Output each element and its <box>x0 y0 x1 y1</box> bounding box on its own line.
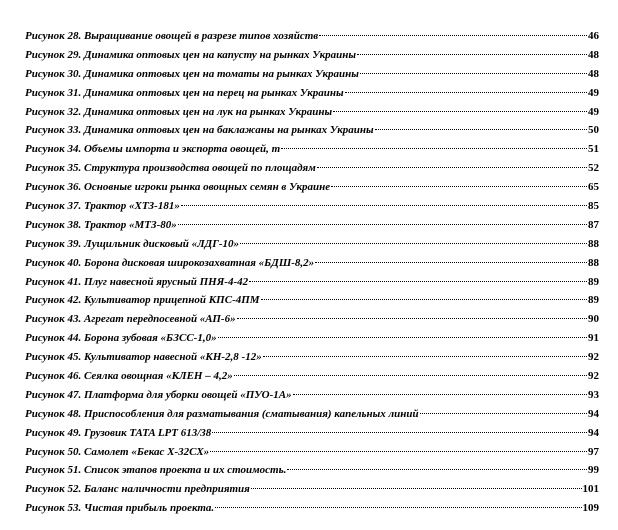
figure-caption: Динамика оптовых цен на капусту на рынках Украины <box>83 48 357 61</box>
page-number: 85 <box>588 200 599 213</box>
toc-entry-title <box>25 273 248 292</box>
toc-entry[interactable] <box>25 65 599 84</box>
figure-number: Рисунок 52. <box>25 483 82 496</box>
figure-caption: Грузовик TATA LPT 613/38 <box>83 426 212 439</box>
toc-entry[interactable] <box>25 159 599 178</box>
figure-number: Рисунок 51. <box>25 464 82 477</box>
page-number: 49 <box>588 86 599 99</box>
dot-leader <box>281 148 587 149</box>
page-number: 109 <box>582 502 599 515</box>
figure-caption: Список этапов проекта и их стоимость. <box>83 464 287 477</box>
dot-leader <box>345 92 587 93</box>
toc-entry[interactable] <box>25 103 599 122</box>
toc-entry-title <box>25 348 262 367</box>
toc-entry[interactable] <box>25 424 599 443</box>
page-number: 92 <box>588 370 599 383</box>
dot-leader <box>212 432 587 433</box>
figure-number: Рисунок 46. <box>25 370 82 383</box>
figure-caption: Объемы импорта и экспорта овощей, т <box>83 143 281 156</box>
toc-entry[interactable] <box>25 386 599 405</box>
toc-entry[interactable] <box>25 178 599 197</box>
toc-entry[interactable] <box>25 140 599 159</box>
figure-caption: Приспособления для разматывания (сматывания) капельных линий <box>83 407 419 420</box>
toc-entry[interactable] <box>25 329 599 348</box>
figure-caption: Структура производства овощей по площадям <box>83 162 316 175</box>
figure-number: Рисунок 28. <box>25 30 82 42</box>
figure-number: Рисунок 36. <box>25 181 82 194</box>
toc-entry-title <box>25 46 356 65</box>
dot-leader <box>261 299 587 300</box>
figure-number: Рисунок 33. <box>25 124 82 137</box>
dot-leader <box>420 413 587 414</box>
figure-caption: Культиватор навесной «КН-2,8 -12» <box>83 351 262 364</box>
figure-caption: Чистая прибыль проекта. <box>83 502 215 515</box>
toc-entry-title <box>25 84 344 103</box>
toc-entry-title <box>25 65 359 84</box>
toc-entry[interactable] <box>25 84 599 103</box>
dot-leader <box>178 224 587 225</box>
figure-number: Рисунок 49. <box>25 426 82 439</box>
toc-entry-title <box>25 178 330 197</box>
figure-caption: Платформа для уборки овощей «ПУО-1А» <box>83 388 292 401</box>
figure-number: Рисунок 41. <box>25 275 82 288</box>
figure-caption: Плуг навесной ярусный ПНЯ-4-42 <box>83 275 249 288</box>
figure-number: Рисунок 34. <box>25 143 82 156</box>
figure-caption: Выращивание овощей в разрезе типов хозяйств <box>83 30 319 42</box>
figure-number: Рисунок 50. <box>25 445 82 458</box>
page-number: 97 <box>588 445 599 458</box>
figure-caption: Баланс наличности предприятия <box>83 483 250 496</box>
figure-caption: Культиватор прицепной КПС-4ПМ <box>83 294 260 307</box>
toc-entry[interactable] <box>25 27 599 46</box>
page-number: 48 <box>588 48 599 61</box>
page-number: 101 <box>582 483 599 496</box>
figure-number: Рисунок 35. <box>25 162 82 175</box>
toc-entry-title <box>25 310 236 329</box>
figure-number: Рисунок 39. <box>25 237 82 250</box>
dot-leader <box>331 186 587 187</box>
toc-entry-title <box>25 367 233 386</box>
dot-leader <box>210 451 587 452</box>
figure-number: Рисунок 32. <box>25 105 82 118</box>
figure-caption: Трактор «ХТЗ-181» <box>83 200 180 213</box>
figure-number: Рисунок 37. <box>25 200 82 213</box>
toc-entry-title <box>25 443 209 462</box>
figure-caption: Борона дисковая широкозахватная «БДШ-8,2» <box>83 256 315 269</box>
dot-leader <box>218 337 587 338</box>
toc-entry-title <box>25 216 177 235</box>
toc-entry[interactable] <box>25 461 599 480</box>
figure-number: Рисунок 42. <box>25 294 82 307</box>
toc-entry[interactable] <box>25 254 599 273</box>
dot-leader <box>234 375 587 376</box>
page-number: 92 <box>588 351 599 364</box>
page-number: 88 <box>588 237 599 250</box>
toc-entry-title <box>25 197 180 216</box>
toc-entry-title <box>25 159 316 178</box>
page-number: 90 <box>588 313 599 326</box>
figure-number: Рисунок 40. <box>25 256 82 269</box>
page-number: 46 <box>588 30 599 42</box>
toc-entry-title <box>25 461 286 480</box>
dot-leader <box>357 54 587 55</box>
figure-caption: Самолет «Бекас Х-32СХ» <box>83 445 210 458</box>
dot-leader <box>181 205 587 206</box>
figure-number: Рисунок 53. <box>25 502 82 515</box>
toc-entry[interactable] <box>25 197 599 216</box>
dot-leader <box>215 507 581 508</box>
figure-caption: Динамика оптовых цен на лук на рынках Украины <box>83 105 333 118</box>
toc-entry[interactable] <box>25 405 599 424</box>
page-number: 50 <box>588 124 599 137</box>
toc-entry[interactable] <box>25 310 599 329</box>
figure-number: Рисунок 31. <box>25 86 82 99</box>
toc-entry-title <box>25 480 250 499</box>
figure-caption: Динамика оптовых цен на перец на рынках Украины <box>83 86 344 99</box>
figure-number: Рисунок 29. <box>25 48 82 61</box>
toc-entry[interactable] <box>25 348 599 367</box>
figure-caption: Динамика оптовых цен на томаты на рынках Украины <box>83 67 359 80</box>
dot-leader <box>375 129 587 130</box>
toc-entry[interactable] <box>25 499 599 518</box>
toc-entry[interactable] <box>25 443 599 462</box>
dot-leader <box>249 281 587 282</box>
page-number: 48 <box>588 67 599 80</box>
toc-entry-title <box>25 103 332 122</box>
page-number: 87 <box>588 218 599 231</box>
page-number: 51 <box>588 143 599 156</box>
toc-entry-title <box>25 424 211 443</box>
toc-entry[interactable] <box>25 216 599 235</box>
toc-entry-title <box>25 329 217 348</box>
toc-entry-title <box>25 27 318 46</box>
dot-leader <box>319 35 587 36</box>
figure-number: Рисунок 43. <box>25 313 82 326</box>
figure-caption: Сеялка овощная «КЛЕН – 4,2» <box>83 370 233 383</box>
toc-entry[interactable] <box>25 367 599 386</box>
toc-entry[interactable] <box>25 291 599 310</box>
page-number: 49 <box>588 105 599 118</box>
dot-leader <box>240 243 587 244</box>
toc-entry-title <box>25 235 239 254</box>
toc-entry[interactable] <box>25 480 599 499</box>
toc-entry[interactable] <box>25 273 599 292</box>
figure-number: Рисунок 38. <box>25 218 82 231</box>
figure-number: Рисунок 48. <box>25 407 82 420</box>
toc-entry-title <box>25 140 280 159</box>
page-number: 52 <box>588 162 599 175</box>
figure-number: Рисунок 44. <box>25 332 82 345</box>
toc-entry-title <box>25 121 374 140</box>
dot-leader <box>317 167 587 168</box>
figure-caption: Динамика оптовых цен на баклажаны на рынках Украины <box>83 124 374 137</box>
figure-number: Рисунок 30. <box>25 67 82 80</box>
dot-leader <box>293 394 587 395</box>
figure-caption: Основные игроки рынка овощных семян в Украине <box>83 181 331 194</box>
dot-leader <box>263 356 587 357</box>
dot-leader <box>360 73 587 74</box>
dot-leader <box>237 318 587 319</box>
figure-caption: Лущильник дисковый «ЛДГ-10» <box>83 237 240 250</box>
figure-caption: Трактор «МТЗ-80» <box>83 218 177 231</box>
page-number: 93 <box>588 388 599 401</box>
toc-entry-title <box>25 386 292 405</box>
toc-entry[interactable] <box>25 121 599 140</box>
figure-caption: Агрегат передпосевной «АП-6» <box>83 313 236 326</box>
dot-leader <box>287 469 587 470</box>
page-number: 99 <box>588 464 599 477</box>
figure-number: Рисунок 45. <box>25 351 82 364</box>
toc-entry[interactable] <box>25 235 599 254</box>
page-number: 91 <box>588 332 599 345</box>
page-number: 65 <box>588 181 599 194</box>
figure-number: Рисунок 47. <box>25 388 82 401</box>
page-number: 88 <box>588 256 599 269</box>
dot-leader <box>333 111 587 112</box>
page-number: 94 <box>588 407 599 420</box>
figure-caption: Борона зубовая «БЗСС-1,0» <box>83 332 217 345</box>
page-number: 89 <box>588 294 599 307</box>
toc-entry-title <box>25 254 314 273</box>
page-number: 94 <box>588 426 599 439</box>
table-of-figures <box>25 27 599 518</box>
dot-leader <box>251 488 582 489</box>
toc-entry-title <box>25 499 214 518</box>
page-number: 89 <box>588 275 599 288</box>
dot-leader <box>315 262 587 263</box>
toc-entry[interactable] <box>25 46 599 65</box>
toc-entry-title <box>25 291 260 310</box>
toc-entry-title <box>25 405 419 424</box>
